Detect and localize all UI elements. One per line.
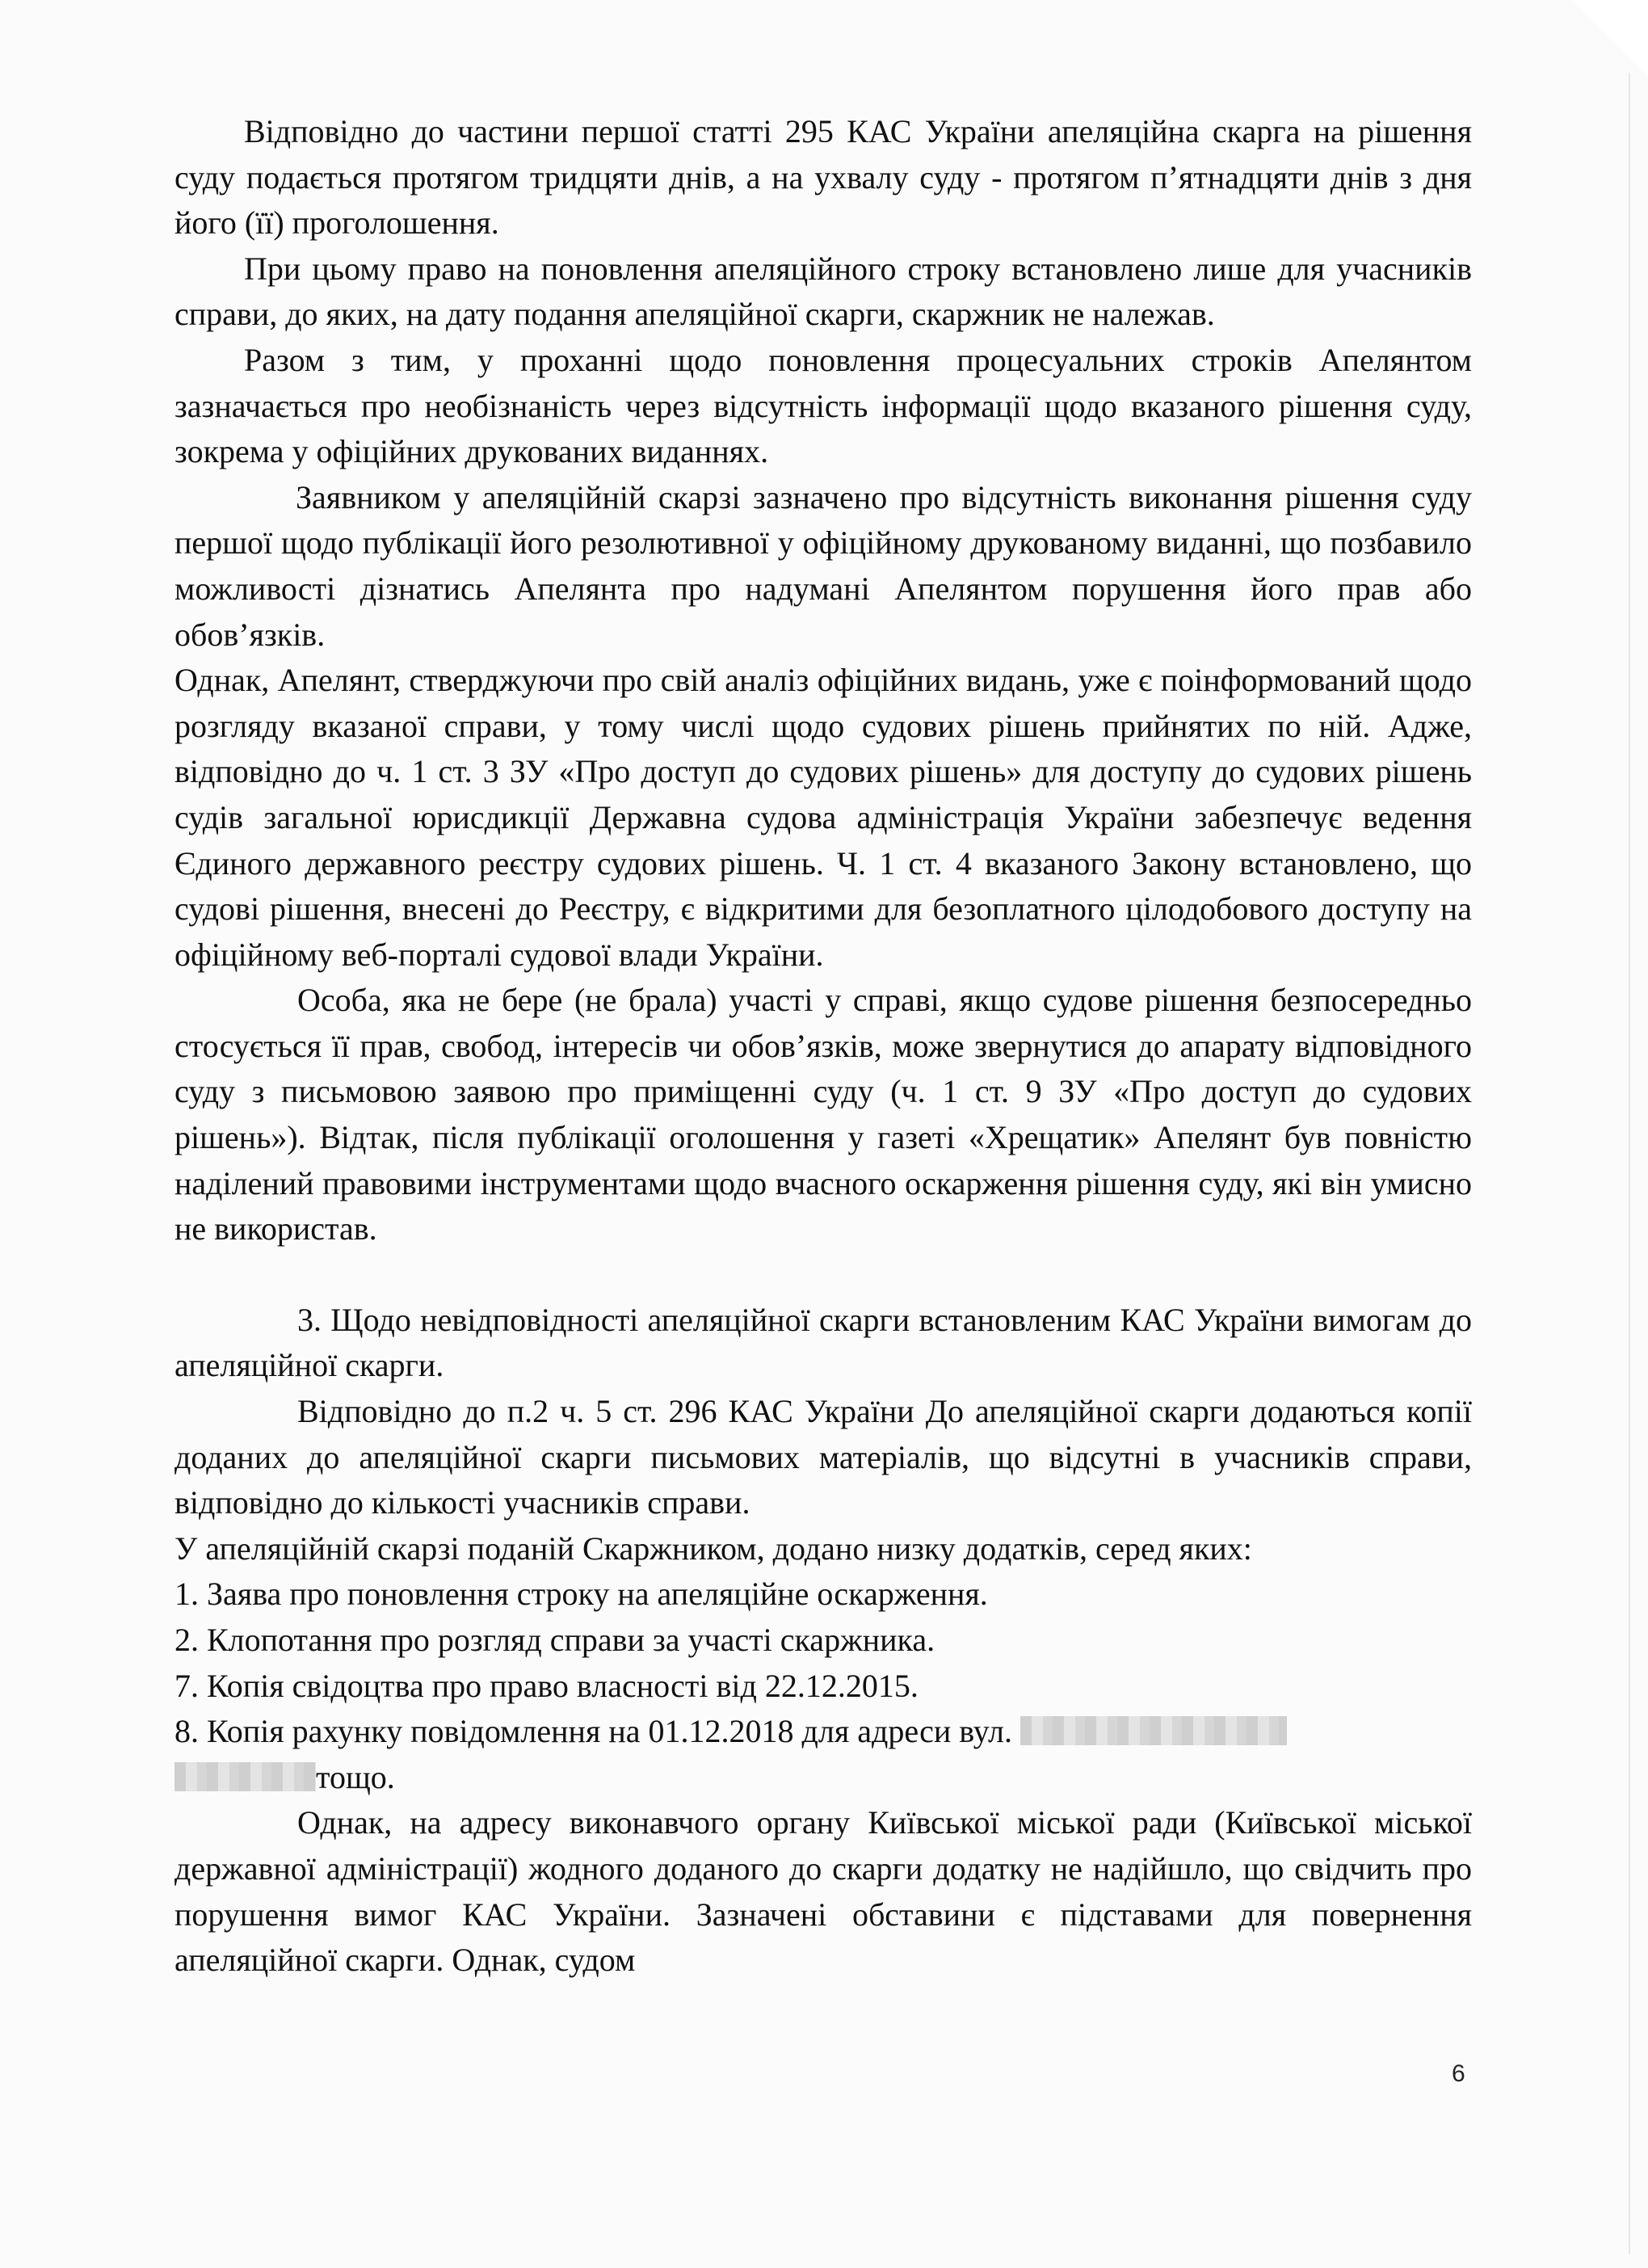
paragraph-attachments-intro: У апеляційній скарзі поданій Скаржником, додано низку додатків, серед яких: — [174, 1530, 1252, 1567]
list-item-attachment-1: 1. Заява про поновлення строку на апеляційне оскарження. — [174, 1576, 988, 1613]
paragraph-renewal-right: При цьому право на поновлення апеляційного строку встановлено лише для учасників справи, до яких, на дату подання апеляційної скарги, скаржник не належав. — [174, 250, 1472, 333]
attachment-8-text: 8. Копія рахунку повідомлення на 01.12.2018 для адреси вул. — [174, 1713, 1012, 1750]
paragraph-publication-claim: Заявником у апеляційній скарзі зазначено про відсутність виконання рішення суду першої щодо публікації його резолютивної у офіційному друкованому виданні, що позбавило можливості дізнатись Апелянта про надумані Апелянтом порушення його прав або обов’язків. — [174, 478, 1472, 653]
paragraph-non-party-access: Особа, яка не бере (не брала) участі у справі, якщо судове рішення безпосередньо стосується її прав, свобод, інтересів чи обов’язків, може звернутися до апарату відповідного суду з письмовою заявою про приміщенні суду (ч. 1 ст. 9 ЗУ «Про доступ до судових рішень»). Відтак, після публікації оголошення у газеті «Хрещатик» Апелянт був повністю наділений правовими інструментами щодо вчасного оскарження рішення суду, які він умисно не використав. — [174, 982, 1472, 1248]
paragraph-attachments-not-received: Однак, на адресу виконавчого органу Київської міської ради (Київської міської державної адміністрації) жодного доданого до скарги додатку не надійшло, що свідчить про порушення вимог КАС України. Зазначені обставини є підставами для повернення апеляційної скарги. Однак, судом — [174, 1804, 1472, 1979]
paragraph-registry-access: Однак, Апелянт, стверджуючи про свій аналіз офіційних видань, уже є поінформований щодо розгляду вказаної справи, у тому числі щодо судових рішень прийнятих по ній. Адже, відповідно до ч. 1 ст. 3 ЗУ «Про доступ до судових рішень» для доступу до судових рішень судів загальної юрисдикції Державна судова адміністрація України забезпечує ведення Єдиного державного реєстру судових рішень. Ч. 1 ст. 4 вказаного Закону встановлено, що судові рішення, внесені до Реєстру, є відкритими для безоплатного цілодобового доступу на офіційному веб-порталі судової влади України. — [174, 662, 1472, 973]
page-fold-corner — [1571, 0, 1648, 77]
section-heading-requirements: 3. Щодо невідповідності апеляційної скарги встановленим КАС України вимогам до апеляційної скарги. — [174, 1301, 1472, 1384]
paragraph-attachments-rule: Відповідно до п.2 ч. 5 ст. 296 КАС України До апеляційної скарги додаються копії доданих до апеляційної скарги письмових матеріалів, що відсутні в учасників справи, відповідно до кількості учасників справи. — [174, 1393, 1472, 1521]
page-edge-shadow — [1629, 73, 1630, 2254]
paragraph-appeal-deadline: Відповідно до частини першої статті 295 КАС України апеляційна скарга на рішення суду подається протягом тридцяти днів, а на ухвалу суду - протягом п’ятнадцяти днів з дня його (її) проголошення. — [174, 113, 1472, 242]
redacted-address-block-2 — [174, 1762, 316, 1791]
document-body — [174, 109, 1472, 1984]
paragraph-renewal-request: Разом з тим, у проханні щодо поновлення процесуальних строків Апелянтом зазначається про необізнаність через відсутність інформації щодо вказаного рішення суду, зокрема у офіційних друкованих виданнях. — [174, 341, 1472, 470]
redacted-address-block — [1020, 1716, 1287, 1745]
list-item-attachment-7: 7. Копія свідоцтва про право власності від 22.12.2015. — [174, 1667, 919, 1704]
list-item-attachment-2: 2. Клопотання про розгляд справи за участі скаржника. — [174, 1622, 935, 1658]
page-number: 6 — [1452, 2060, 1465, 2087]
attachment-8-tail: тощо. — [316, 1758, 395, 1795]
list-item-attachment-8-cont — [174, 1755, 1472, 1801]
list-item-attachment-8 — [174, 1709, 1472, 1755]
